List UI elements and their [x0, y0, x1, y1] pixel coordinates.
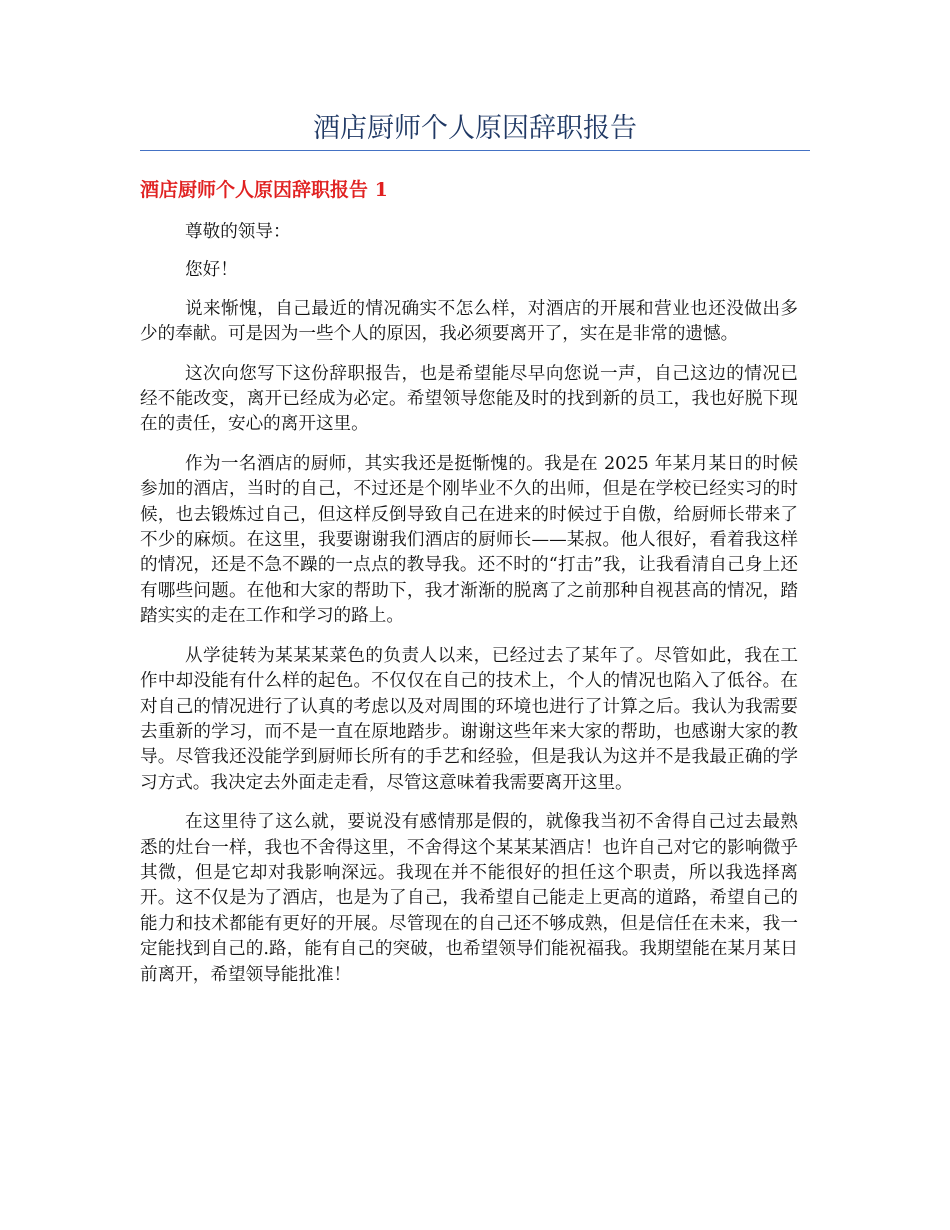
- section-heading: 酒店厨师个人原因辞职报告 1: [140, 179, 388, 201]
- document-title: 酒店厨师个人原因辞职报告: [313, 113, 637, 144]
- greeting: 您好！: [185, 260, 238, 281]
- body-paragraph-5: 在这里待了这么就，要说没有感情那是假的，就像我当初不舍得自己过去最熟悉的灶台一样，我也不舍得这里，不舍得这个某某某酒店！也许自己对它的影响微乎其微，但是它却对我影响深远。我现在并不能很好的担任这个职责，所以我选择离开。这不仅是为了酒店，也是为了自己，我希望自己能走上更高的道路，希望自己的能力和技术都能有更好的开展。尽管现在的自己还不够成熟，但是信任在未来，我一定能找到自己的.路，能有自己的突破，也希望领导们能祝福我。我期望能在某月某日前离开，希望领导能批准！: [140, 812, 798, 985]
- title-divider: [140, 150, 810, 151]
- body-paragraph-3: 作为一名酒店的厨师，其实我还是挺惭愧的。我是在 2025 年某月某日的时候参加的酒店，当时的自己，不过还是个刚毕业不久的出师，但是在学校已经实习的时候，也去锻炼过自己，但这样反倒导致自己在进来的时候过于自傲，给厨师长带来了不少的麻烦。在这里，我要谢谢我们酒店的厨师长——某叔。他人很好，看着我这样的情况，还是不急不躁的一点点的教导我。还不时的“打击”我，让我看清自己身上还有哪些问题。在他和大家的帮助下，我才渐渐的脱离了之前那种自视甚高的情况，踏踏实实的走在工作和学习的路上。: [140, 453, 798, 627]
- salutation: 尊敬的领导：: [185, 222, 291, 242]
- body-paragraph-4: 从学徒转为某某某菜色的负责人以来，已经过去了某年了。尽管如此，我在工作中却没能有什么样的起色。不仅仅在自己的技术上，个人的情况也陷入了低谷。在对自己的情况进行了认真的考虑以及对周围的环境也进行了计算之后。我认为我需要去重新的学习，而不是一直在原地踏步。谢谢这些年来大家的帮助，也感谢大家的教导。尽管我还没能学到厨师长所有的手艺和经验，但是我认为这并不是我最正确的学习方式。我决定去外面走走看，尽管这意味着我需要离开这里。: [140, 645, 798, 793]
- body-paragraph-2: 这次向您写下这份辞职报告，也是希望能尽早向您说一声，自己这边的情况已经不能改变，离开已经成为必定。希望领导您能及时的找到新的员工，我也好脱下现在的责任，安心的离开这里。: [140, 363, 798, 435]
- body-paragraph-1: 说来惭愧，自己最近的情况确实不怎么样，对酒店的开展和营业也还没做出多少的奉献。可是因为一些个人的原因，我必须要离开了，实在是非常的遗憾。: [140, 298, 798, 345]
- document-body: [140, 220, 798, 1002]
- document-page: [140, 0, 810, 1230]
